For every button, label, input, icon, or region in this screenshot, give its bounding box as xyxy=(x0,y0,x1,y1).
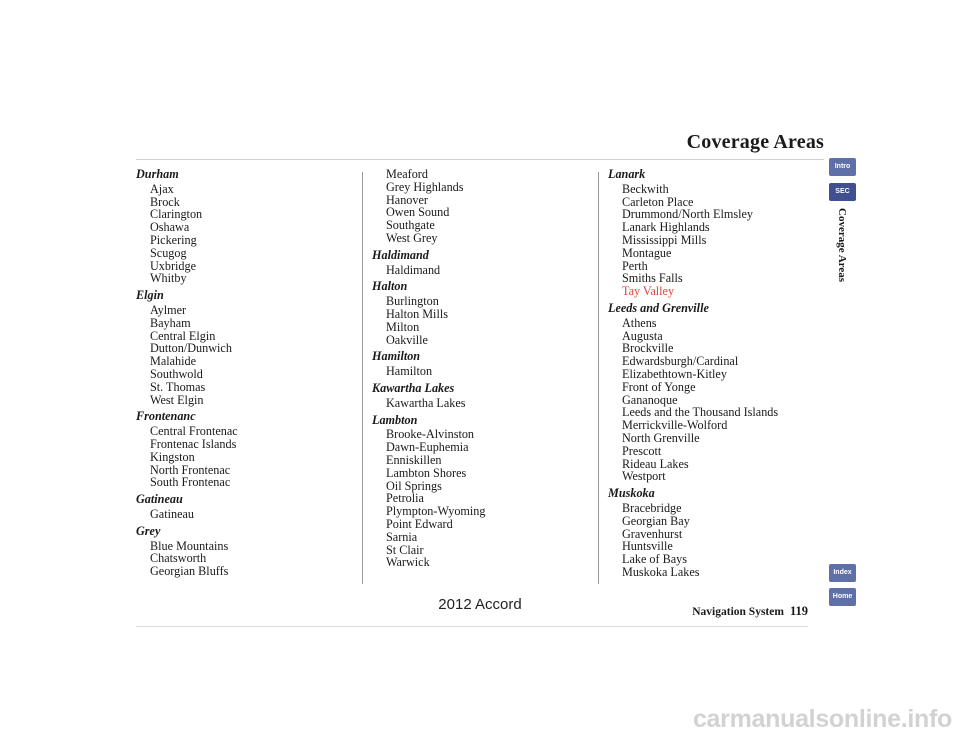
column-2 xyxy=(372,168,594,569)
municipality-item: Dutton/Dunwich xyxy=(150,341,232,356)
municipality-item: Southwold xyxy=(150,366,203,381)
municipality-item: Uxbridge xyxy=(150,258,197,273)
municipality-item: Clarington xyxy=(150,207,203,222)
municipality-item: Front of Yonge xyxy=(622,379,696,394)
region-heading: Muskoka xyxy=(608,486,655,501)
municipality-item: Brock xyxy=(150,194,180,209)
municipality-item: North Grenville xyxy=(622,430,700,445)
watermark: carmanualsonline.info xyxy=(692,705,952,733)
footer-rule xyxy=(136,626,808,627)
municipality-item: Oshawa xyxy=(150,220,190,235)
column-3 xyxy=(608,168,818,579)
column-divider-2 xyxy=(598,172,599,584)
home-tab[interactable]: Home xyxy=(829,588,856,606)
municipality-item: Gatineau xyxy=(150,506,194,521)
municipality-item: Hanover xyxy=(386,192,428,207)
municipality-item: Perth xyxy=(622,258,648,273)
index-tab[interactable]: Index xyxy=(829,564,856,582)
title-rule xyxy=(136,159,824,160)
municipality-item: Warwick xyxy=(386,555,430,570)
municipality-item: Bracebridge xyxy=(622,500,682,515)
municipality-item: Hamilton xyxy=(386,364,433,379)
municipality-item: Athens xyxy=(622,315,657,330)
region-heading: Hamilton xyxy=(372,349,421,364)
municipality-item: Milton xyxy=(386,319,420,334)
municipality-item: St. Thomas xyxy=(150,379,206,394)
region-heading: Grey xyxy=(136,523,161,538)
municipality-item: Malahide xyxy=(150,354,197,369)
footer-model: 2012 Accord xyxy=(438,596,522,613)
region-heading: Lambton xyxy=(372,412,418,427)
municipality-item: Westport xyxy=(622,469,666,484)
municipality-item: North Frontenac xyxy=(150,462,231,477)
municipality-item: Elizabethtown-Kitley xyxy=(622,366,727,381)
municipality-item: Meaford xyxy=(386,167,428,181)
municipality-item: Drummond/North Elmsley xyxy=(622,207,754,222)
municipality-item: St Clair xyxy=(386,542,424,557)
municipality-item: Gravenhurst xyxy=(622,526,683,541)
municipality-item: Owen Sound xyxy=(386,205,450,220)
column-1 xyxy=(136,168,356,578)
municipality-item: Carleton Place xyxy=(622,194,694,209)
municipality-item: Ajax xyxy=(150,181,174,196)
region-heading: Haldimand xyxy=(372,247,429,262)
municipality-item: Chatsworth xyxy=(150,551,207,566)
municipality-item: South Frontenac xyxy=(150,475,231,490)
municipality-item: Georgian Bluffs xyxy=(150,564,229,579)
municipality-item: Sarnia xyxy=(386,529,418,544)
municipality-item: Blue Mountains xyxy=(150,538,229,553)
municipality-item: Georgian Bay xyxy=(622,513,690,528)
municipality-item: Kingston xyxy=(150,449,195,464)
municipality-item: Dawn-Euphemia xyxy=(386,440,469,455)
region-heading: Elgin xyxy=(136,288,164,303)
municipality-item: Mississippi Mills xyxy=(622,232,707,247)
municipality-item: Frontenac Islands xyxy=(150,436,237,451)
municipality-item[interactable]: Tay Valley xyxy=(622,284,675,299)
municipality-item: Rideau Lakes xyxy=(622,456,689,471)
region-heading: Halton xyxy=(372,279,408,294)
municipality-item: Scugog xyxy=(150,245,187,260)
municipality-item: Smiths Falls xyxy=(622,271,683,286)
municipality-item: Oil Springs xyxy=(386,478,442,493)
municipality-item: Lanark Highlands xyxy=(622,220,710,235)
municipality-item: West Elgin xyxy=(150,392,204,407)
footer-section-name: Navigation System xyxy=(692,606,784,618)
region-heading: Gatineau xyxy=(136,492,183,507)
region-heading: Durham xyxy=(136,167,179,181)
municipality-item: Prescott xyxy=(622,443,662,458)
region-heading: Lanark xyxy=(608,167,646,181)
municipality-item: Plympton-Wyoming xyxy=(386,504,486,519)
municipality-item: Augusta xyxy=(622,328,663,343)
municipality-item: Lambton Shores xyxy=(386,465,467,480)
municipality-item: Oakville xyxy=(386,332,428,347)
municipality-item: Huntsville xyxy=(622,539,673,554)
municipality-item: Brooke-Alvinston xyxy=(386,427,475,442)
region-heading: Leeds and Grenville xyxy=(608,300,709,315)
region-heading: Frontenanc xyxy=(136,409,196,424)
page-title: Coverage Areas xyxy=(686,131,824,153)
municipality-item: Montague xyxy=(622,245,672,260)
municipality-item: Aylmer xyxy=(150,302,187,317)
municipality-item: Central Frontenac xyxy=(150,424,238,439)
municipality-item: Beckwith xyxy=(622,181,669,196)
municipality-item: Whitby xyxy=(150,271,187,286)
intro-tab[interactable]: Intro xyxy=(829,158,856,176)
municipality-item: Leeds and the Thousand Islands xyxy=(622,405,779,420)
municipality-item: Edwardsburgh/Cardinal xyxy=(622,354,739,369)
region-heading: Kawartha Lakes xyxy=(372,380,455,395)
municipality-item: Gananoque xyxy=(622,392,678,407)
municipality-item: Pickering xyxy=(150,232,197,247)
page-number: 119 xyxy=(789,604,808,618)
sec-tab[interactable]: SEC xyxy=(829,183,856,201)
column-divider-1 xyxy=(362,172,363,584)
municipality-item: Haldimand xyxy=(386,262,441,277)
municipality-item: Bayham xyxy=(150,315,191,330)
municipality-item: Central Elgin xyxy=(150,328,216,343)
municipality-item: Point Edward xyxy=(386,516,453,531)
municipality-item: Grey Highlands xyxy=(386,179,464,194)
section-side-label: Coverage Areas xyxy=(836,208,848,283)
municipality-item: West Grey xyxy=(386,230,438,245)
municipality-item: Kawartha Lakes xyxy=(386,395,466,410)
municipality-item: Southgate xyxy=(386,218,435,233)
municipality-item: Lake of Bays xyxy=(622,552,687,567)
municipality-item: Merrickville-Wolford xyxy=(622,418,728,433)
municipality-item: Petrolia xyxy=(386,491,424,506)
municipality-item: Muskoka Lakes xyxy=(622,564,700,579)
municipality-item: Brockville xyxy=(622,341,674,356)
municipality-item: Burlington xyxy=(386,294,439,309)
municipality-item: Enniskillen xyxy=(386,452,442,467)
municipality-item: Halton Mills xyxy=(386,306,448,321)
